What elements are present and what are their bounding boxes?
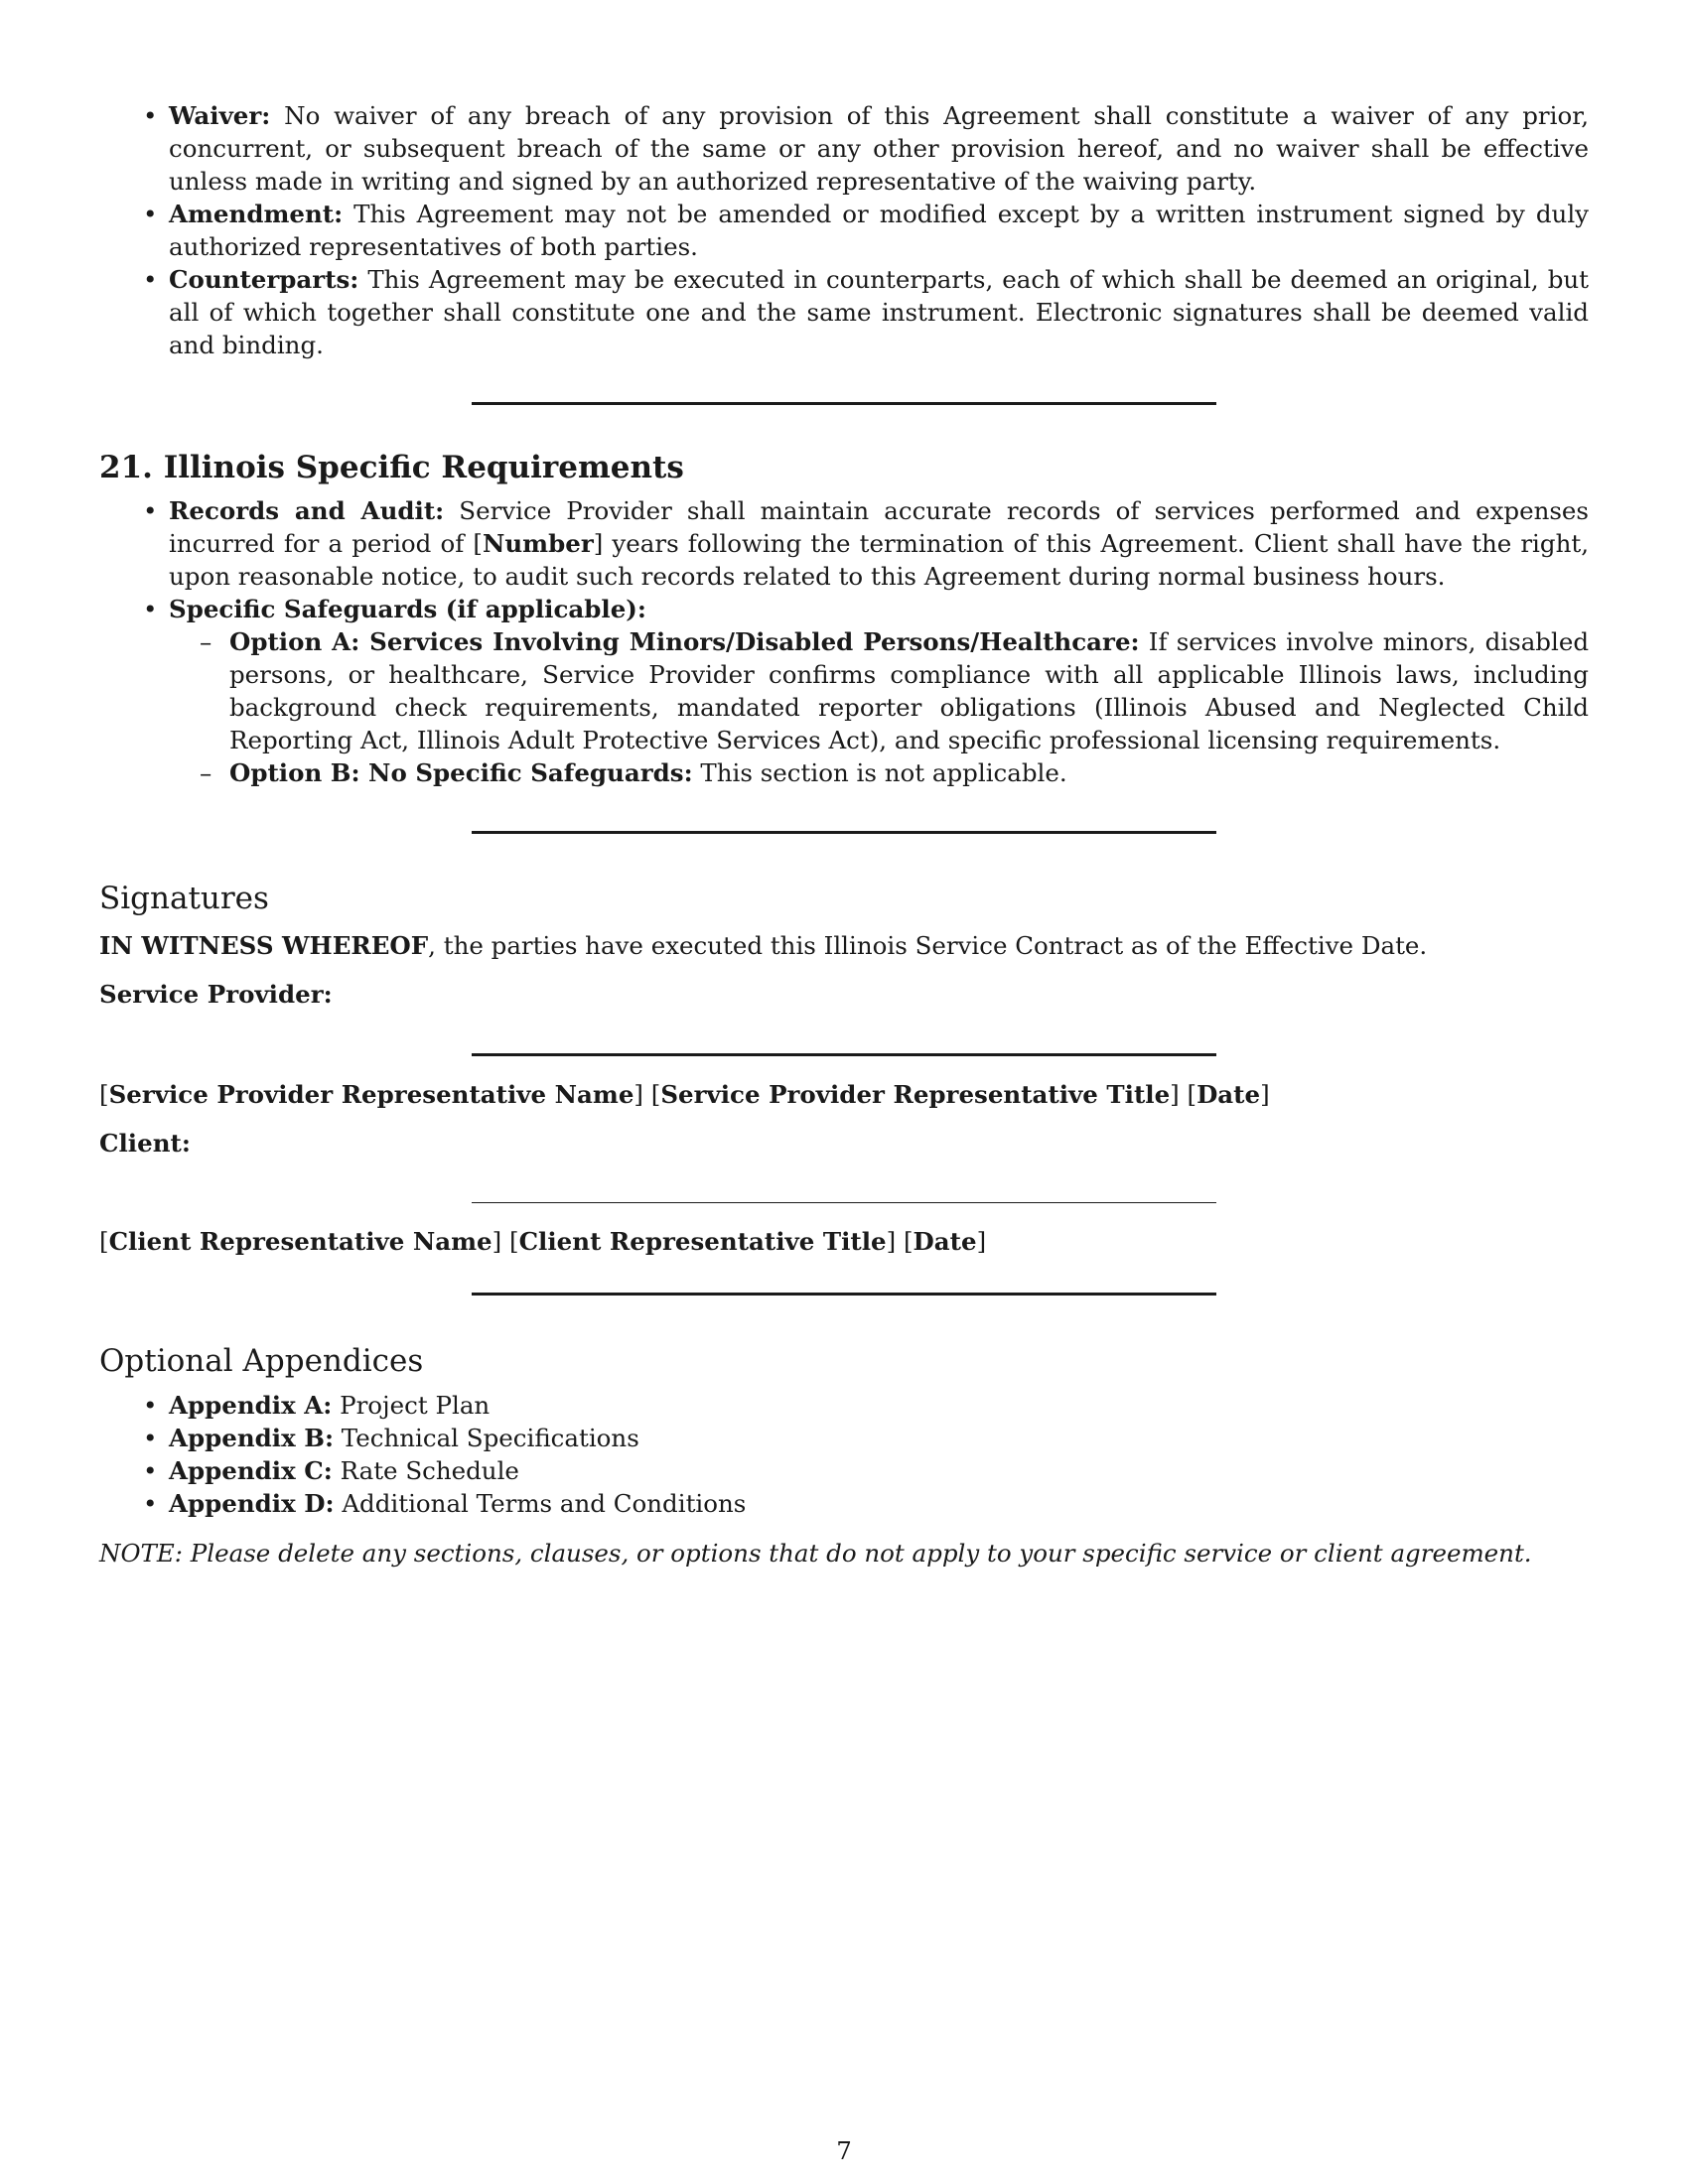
provider-label-line xyxy=(99,978,1589,1011)
provider-title-placeholder: Service Provider Representative Title xyxy=(660,1080,1171,1109)
provider-date-placeholder: Date xyxy=(1196,1080,1261,1109)
appendix-item xyxy=(169,1487,1589,1520)
safeguards-label: Specific Safeguards (if applicable): xyxy=(169,595,646,623)
records-label: Records and Audit: xyxy=(169,496,445,525)
list-item xyxy=(169,99,1589,198)
client-label-line xyxy=(99,1127,1589,1160)
appendices-heading: Optional Appendices xyxy=(99,1343,424,1379)
provider-signature-line xyxy=(472,1053,1216,1056)
appendices-list xyxy=(99,1389,1589,1520)
appendix-item xyxy=(169,1422,1589,1454)
section-21-heading: 21. Illinois Specific Requirements xyxy=(99,450,684,485)
option-a xyxy=(229,625,1589,756)
term-text: This Agreement may be executed in counterparts, each of which shall be deemed an original, but all of which together shall constitute one and the same instrument. Electronic signatures shall be deemed valid and binding. xyxy=(169,265,1589,359)
appendix-text: Rate Schedule xyxy=(340,1456,519,1485)
client-name-placeholder: Client Representative Name xyxy=(108,1227,492,1256)
witness-statement xyxy=(99,929,1589,962)
appendix-item xyxy=(169,1389,1589,1422)
option-b xyxy=(229,756,1589,789)
term-label: Counterparts: xyxy=(169,265,359,294)
records-text: Service Provider shall maintain accurate records of services performed and expenses incurred for a period of [ xyxy=(169,496,1589,558)
appendix-text: Technical Specifications xyxy=(341,1424,639,1452)
appendix-label: Appendix B: xyxy=(169,1424,334,1452)
client-signature-details: [Client Representative Name] [Client Representative Title] [Date] xyxy=(99,1227,987,1256)
provider-signature-details: [Service Provider Representative Name] [Service Provider Representative Title] [Date] xyxy=(99,1080,1270,1109)
term-label: Waiver: xyxy=(169,101,271,130)
list-item xyxy=(169,198,1589,263)
list-item xyxy=(169,263,1589,361)
client-label: Client: xyxy=(99,1129,191,1158)
records-text-continued: ] years following the termination of this Agreement. Client shall have the right, upon reasonable notice, to audit such records related to this Agreement during normal business hours. xyxy=(169,529,1589,591)
appendix-text: Additional Terms and Conditions xyxy=(342,1489,747,1518)
option-b-text: This section is not applicable. xyxy=(700,758,1067,787)
appendix-label: Appendix C: xyxy=(169,1456,333,1485)
option-a-label: Option A: Services Involving Minors/Disabled Persons/Healthcare: xyxy=(229,627,1140,656)
witness-bold: IN WITNESS WHEREOF xyxy=(99,931,429,960)
term-text: No waiver of any breach of any provision of this Agreement shall constitute a waiver of any prior, concurrent, or subsequent breach of the same or any other provision hereof, and no waiver shall be effective unless made in writing and signed by an authorized representative of the waiving party. xyxy=(169,101,1589,196)
safeguard-options xyxy=(169,625,1589,789)
appendix-label: Appendix A: xyxy=(169,1391,333,1420)
list-item-records xyxy=(169,494,1589,593)
section-21-list xyxy=(99,494,1589,789)
appendix-label: Appendix D: xyxy=(169,1489,335,1518)
client-title-placeholder: Client Representative Title xyxy=(518,1227,887,1256)
client-date-placeholder: Date xyxy=(913,1227,977,1256)
signatures-heading: Signatures xyxy=(99,881,269,916)
option-a-text: If services involve minors, disabled persons, or healthcare, Service Provider confirms compliance with all applicable Illinois laws, including background check requirements, mandated reporter obligations (Illinois Abused and Neglected Child Reporting Act, Illinois Adult Protective Services Act), and specific professional licensing requirements. xyxy=(229,627,1589,754)
option-b-label: Option B: No Specific Safeguards: xyxy=(229,758,693,787)
number-placeholder: Number xyxy=(482,529,594,558)
list-item-safeguards xyxy=(169,593,1589,789)
deletion-note: NOTE: Please delete any sections, clauses, or options that do not apply to your specific service or client agreement. xyxy=(99,1539,1532,1568)
provider-name-placeholder: Service Provider Representative Name xyxy=(108,1080,634,1109)
term-label: Amendment: xyxy=(169,200,344,228)
appendix-item xyxy=(169,1454,1589,1487)
provider-label: Service Provider: xyxy=(99,980,333,1009)
section-divider xyxy=(472,831,1216,834)
section-divider xyxy=(472,402,1216,405)
section-divider xyxy=(472,1293,1216,1296)
client-signature-line xyxy=(472,1202,1216,1203)
page-number: 7 xyxy=(836,2136,852,2165)
general-terms-list xyxy=(99,99,1589,361)
witness-text: , the parties have executed this Illinois Service Contract as of the Effective Date. xyxy=(428,931,1428,960)
appendix-text: Project Plan xyxy=(340,1391,491,1420)
term-text: This Agreement may not be amended or modified except by a written instrument signed by duly authorized representatives of both parties. xyxy=(169,200,1589,261)
